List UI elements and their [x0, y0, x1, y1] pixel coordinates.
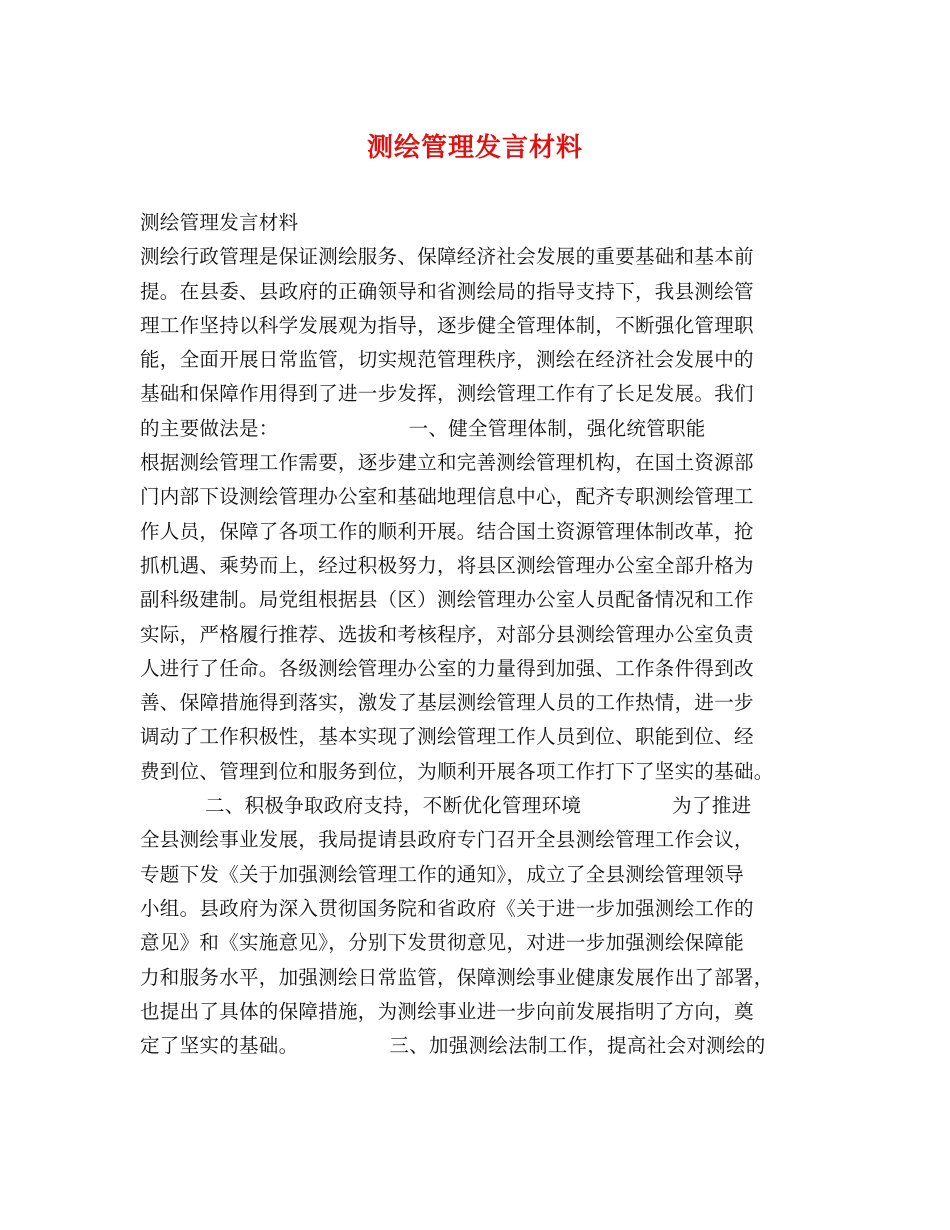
body-line: 也提出了具体的保障措施，为测绘事业进一步向前发展指明了方向，奠: [140, 999, 754, 1023]
body-line: 定了坚实的基础。 三、加强测绘法制工作，提高社会对测绘的: [140, 1034, 766, 1058]
body-line: 提。在县委、县政府的正确领导和省测绘局的指导支持下，我县测绘管: [140, 279, 754, 303]
body-line: 意见》和《实施意见》，分别下发贯彻意见，对进一步加强测绘保障能: [140, 931, 745, 955]
body-line: 二、积极争取政府支持，不断优化管理环境 为了推进: [140, 794, 752, 818]
body-line: 理工作坚持以科学发展观为指导，逐步健全管理体制，不断强化管理职: [140, 313, 754, 337]
body-line: 基础和保障作用得到了进一步发挥，测绘管理工作有了长足发展。我们: [140, 382, 754, 406]
document-title: 测绘管理发言材料: [366, 133, 583, 163]
body-line: 全县测绘事业发展，我局提请县政府专门召开全县测绘管理工作会议，: [140, 828, 754, 852]
body-line: 力和服务水平，加强测绘日常监管，保障测绘事业健康发展作出了部署，: [140, 965, 774, 989]
body-line: 测绘行政管理是保证测绘服务、保障经济社会发展的重要基础和基本前: [140, 245, 754, 269]
body-line: 根据测绘管理工作需要，逐步建立和完善测绘管理机构，在国土资源部: [140, 451, 754, 475]
body-line: 实际，严格履行推荐、选拔和考核程序，对部分县测绘管理办公室负责: [140, 622, 754, 646]
body-line: 调动了工作积极性，基本实现了测绘管理工作人员到位、职能到位、经: [140, 725, 754, 749]
body-line: 测绘管理发言材料: [140, 211, 299, 234]
body-line: 善、保障措施得到落实，激发了基层测绘管理人员的工作热情，进一步: [140, 691, 754, 715]
body-line: 专题下发《关于加强测绘管理工作的通知》，成立了全县测绘管理领导: [140, 862, 745, 886]
document-body: [140, 206, 830, 1063]
body-line: 门内部下设测绘管理办公室和基础地理信息中心，配齐专职测绘管理工: [140, 485, 754, 509]
body-line: 小组。县政府为深入贯彻国务院和省政府《关于进一步加强测绘工作的: [140, 896, 754, 920]
body-line: 人进行了任命。各级测绘管理办公室的力量得到加强、工作条件得到改: [140, 656, 754, 680]
body-line: 能，全面开展日常监管，切实规范管理秩序，测绘在经济社会发展中的: [140, 348, 754, 372]
body-line: 作人员，保障了各项工作的顺利开展。结合国土资源管理体制改革，抢: [140, 519, 754, 543]
body-line: 副科级建制。局党组根据县（区）测绘管理办公室人员配备情况和工作: [140, 588, 754, 612]
body-line: 费到位、管理到位和服务到位，为顺利开展各项工作打下了坚实的基础。: [140, 759, 774, 783]
body-line: 抓机遇、乘势而上，经过积极努力，将县区测绘管理办公室全部升格为: [140, 553, 754, 577]
body-line: 的主要做法是： 一、健全管理体制，强化统管职能: [140, 416, 706, 440]
